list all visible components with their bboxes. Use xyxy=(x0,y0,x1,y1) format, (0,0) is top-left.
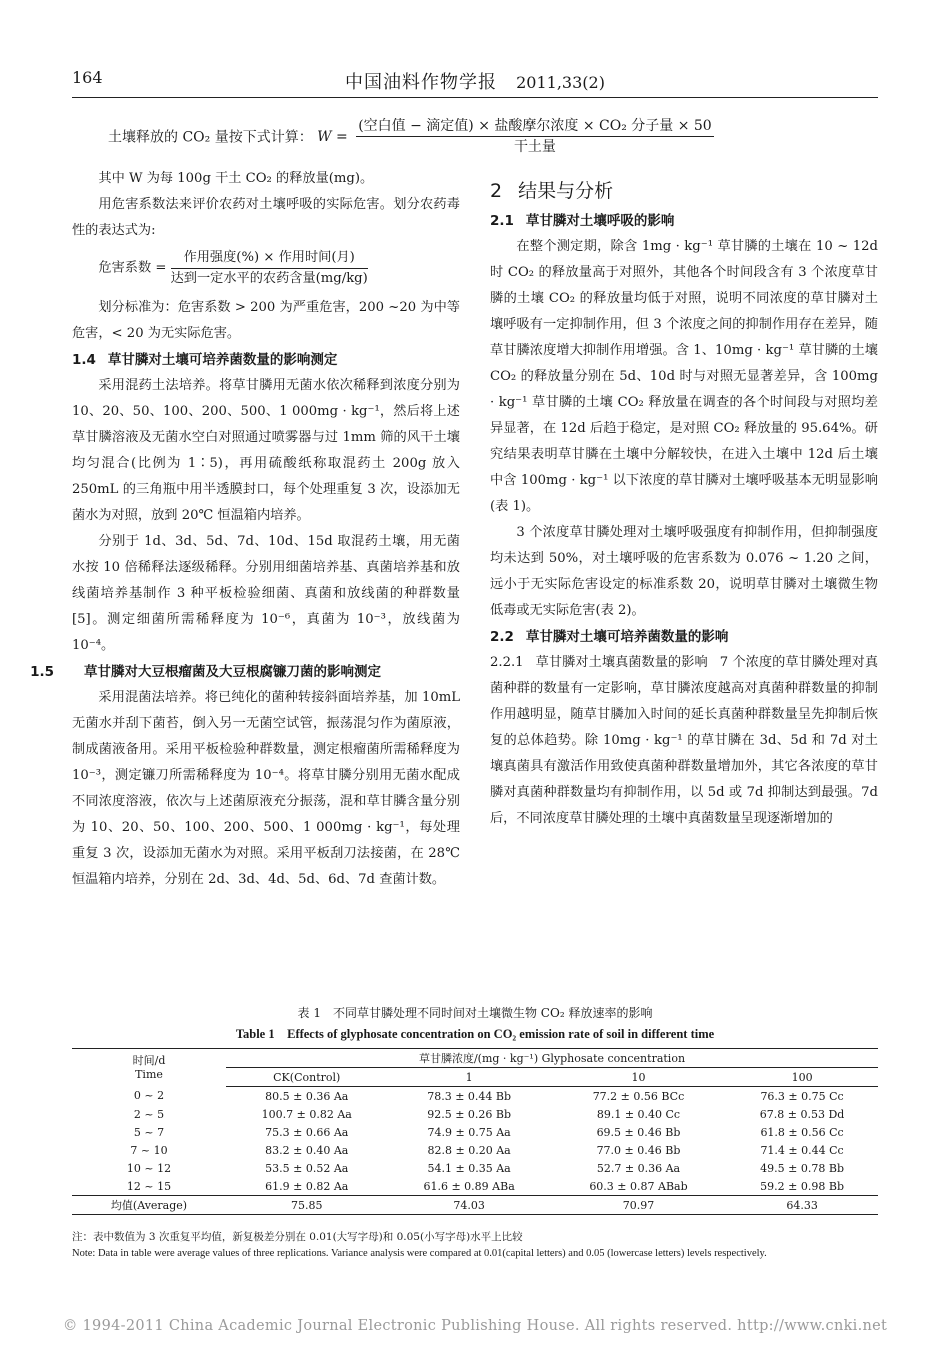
table-cell-c100: 67.8 ± 0.53 Dd xyxy=(759,1107,845,1121)
journal-volume: 2011,33(2) xyxy=(516,73,605,92)
section-1-4-number: 1.4 xyxy=(72,352,96,368)
section-2-2-number: 2.2 xyxy=(490,629,514,645)
table-cell-average-c1: 74.03 xyxy=(387,1196,550,1215)
table-cell-c1: 92.5 ± 0.26 Bb xyxy=(427,1107,512,1121)
table-cell-c1: 61.6 ± 0.89 ABa xyxy=(423,1179,515,1193)
section-2-2-1-number: 2.2.1 xyxy=(490,655,524,670)
table1-note-cn: 注：表中数值为 3 次重复平均值，新复极差分别在 0.01(大写字母)和 0.05(小写字母)水平上比较 xyxy=(72,1231,523,1243)
table1-header-time xyxy=(72,1049,226,1087)
table-cell-average-ck: 75.85 xyxy=(226,1196,387,1215)
table-cell-c10: 60.3 ± 0.87 ABab xyxy=(589,1179,688,1193)
table-cell-time: 10 ~ 12 xyxy=(126,1161,172,1175)
table-cell-average-c10: 70.97 xyxy=(551,1196,726,1215)
right-column xyxy=(490,174,878,832)
table-cell-time: 12 ~ 15 xyxy=(126,1179,172,1193)
table1-col-100: 100 xyxy=(726,1068,878,1087)
co2-numerator: (空白值 − 滴定值) × 盐酸摩尔浓度 × CO₂ 分子量 × 50 xyxy=(356,116,714,137)
table-cell-ck: 80.5 ± 0.36 Aa xyxy=(265,1089,349,1103)
table-row xyxy=(72,1159,878,1177)
co2-formula-lhs: W = xyxy=(317,128,348,145)
section-1-5-title: 草甘膦对大豆根瘤菌及大豆根腐镰刀菌的影响测定 xyxy=(84,664,381,680)
table-cell-ck: 100.7 ± 0.82 Aa xyxy=(261,1107,352,1121)
section-2-title: 结果与分析 xyxy=(518,180,614,202)
section-2-2-heading xyxy=(490,624,878,650)
table-cell-c10: 52.7 ± 0.36 Aa xyxy=(596,1161,681,1175)
table1-note-en: Note: Data in table were average values of three replications. Variance analysis were compared at 0.01(capital letters) and 0.05 (lowercase letters) levels respectively. xyxy=(72,1248,767,1259)
table1 xyxy=(72,1048,878,1215)
co2-denominator: 干土量 xyxy=(513,139,556,155)
paragraph-1-4-a: 采用混药土法培养。将草甘膦用无菌水依次稀释到浓度分别为 10、20、50、100、200、500、1 000mg · kg⁻¹，然后将上述草甘膦溶液及无菌水空白对照通过喷雾器与过 1mm 筛的风干土壤均匀混合(比例为 1∶5)，再用硫酸纸称取混药土 200g 放入 250mL 的三角瓶中用半透膜封口，每个处理重复 3 次，设添加无菌水为对照，放到 20℃ 恒温箱内培养。 xyxy=(72,378,460,523)
co2-formula-lead: 土壤释放的 CO₂ 量按下式计算： xyxy=(108,129,313,146)
table-row xyxy=(72,1087,878,1106)
paragraph-2-2-1-text: 7 个浓度的草甘膦处理对真菌种群的数量有一定影响，草甘膦浓度越高对真菌种群数量的抑制作用越明显，随草甘膦加入时间的延长真菌种群数量呈先抑制后恢复的总体趋势。除 10mg · kg⁻¹ 的草甘膦在 3d、5d 和 7d 对土壤真菌具有激活作用致使真菌种群数量增加外，其它各浓度的草甘膦对真菌种群数量均有抑制作用，以 5d 或 7d 抑制达到最强。7d 后，不同浓度草甘膦处理的土壤中真菌数量呈现逐渐增加的 xyxy=(490,655,879,826)
table-cell-c100: 49.5 ± 0.78 Bb xyxy=(760,1161,844,1175)
table-cell-c100: 71.4 ± 0.44 Cc xyxy=(760,1143,844,1157)
table-row xyxy=(72,1141,878,1159)
paragraph-hazard-intro: 用危害系数法来评价农药对土壤呼吸的实际危害。划分农药毒性的表达式为: xyxy=(72,197,460,238)
table1-col-ck: CK(Control) xyxy=(226,1068,387,1087)
hazard-fraction xyxy=(171,248,368,289)
left-column xyxy=(30,166,460,893)
section-2-number: 2 xyxy=(490,180,503,202)
table-cell-ck: 53.5 ± 0.52 Aa xyxy=(265,1161,349,1175)
table-cell-c10: 77.0 ± 0.46 Bb xyxy=(596,1143,681,1157)
table-cell-c1: 54.1 ± 0.35 Aa xyxy=(427,1161,511,1175)
table-cell-time: 7 ~ 10 xyxy=(130,1143,168,1157)
paragraph-2-2-1 xyxy=(490,650,878,832)
table-cell-c10: 77.2 ± 0.56 BCc xyxy=(592,1089,685,1103)
table-cell-ck: 75.3 ± 0.66 Aa xyxy=(265,1125,349,1139)
table1-header-group: 草甘膦浓度/(mg · kg⁻¹) Glyphosate concentration xyxy=(226,1049,878,1068)
table1-col-10: 10 xyxy=(551,1068,726,1087)
running-head xyxy=(0,68,950,94)
section-1-4-title: 草甘膦对土壤可培养菌数量的影响测定 xyxy=(107,352,338,368)
table-row xyxy=(72,1105,878,1123)
table-cell-time: 2 ~ 5 xyxy=(133,1107,165,1121)
section-2-1-number: 2.1 xyxy=(490,213,514,229)
table-cell-c10: 89.1 ± 0.40 Cc xyxy=(596,1107,681,1121)
co2-formula xyxy=(108,116,714,157)
section-2-1-heading xyxy=(490,208,878,234)
table-cell-ck: 83.2 ± 0.40 Aa xyxy=(265,1143,349,1157)
table-cell-c10: 69.5 ± 0.46 Bb xyxy=(596,1125,681,1139)
section-1-5-heading: 1.5 草甘膦对大豆根瘤菌及大豆根腐镰刀菌的影响测定 xyxy=(30,664,381,680)
hazard-numerator: 作用强度(%) × 作用时间(月) xyxy=(171,248,368,269)
table1-header-time-en: Time xyxy=(135,1067,163,1081)
table-row xyxy=(72,1177,878,1196)
table-cell-c100: 61.8 ± 0.56 Cc xyxy=(760,1125,844,1139)
table1-col-1: 1 xyxy=(387,1068,550,1087)
table-cell-ck: 61.9 ± 0.82 Aa xyxy=(265,1179,349,1193)
section-1-4-heading xyxy=(72,347,460,373)
co2-fraction xyxy=(356,116,714,157)
table-cell-time: 5 ~ 7 xyxy=(133,1125,165,1139)
paragraph-2-1-b: 3 个浓度草甘膦处理对土壤呼吸强度有抑制作用，但抑制强度均未达到 50%，对土壤呼吸的危害系数为 0.076 ~ 1.20 之间，远小于无实际危害设定的标准系数 20，说明草甘膦对土壤微生物低毒或无实际危害(表 2)。 xyxy=(490,525,878,618)
table1-caption-en: Table 1 Effects of glyphosate concentration on CO₂ emission rate of soil in different time xyxy=(235,1027,715,1041)
table-cell-c100: 59.2 ± 0.98 Bb xyxy=(760,1179,844,1193)
table-row-average xyxy=(72,1196,878,1215)
table-cell-time: 0 ~ 2 xyxy=(133,1089,165,1103)
table-cell-average-c100: 64.33 xyxy=(726,1196,878,1215)
table-cell-c1: 74.9 ± 0.75 Aa xyxy=(427,1125,511,1139)
table-cell-c100: 76.3 ± 0.75 Cc xyxy=(760,1089,844,1103)
header-rule xyxy=(72,97,878,98)
table1-caption-cn: 表 1 不同草甘膦处理不同时间对土壤微生物 CO₂ 释放速率的影响 xyxy=(297,1006,653,1020)
table-row xyxy=(72,1123,878,1141)
table1-header-time-cn: 时间/d xyxy=(132,1053,166,1067)
hazard-formula xyxy=(72,248,460,289)
section-2-2-1-title: 草甘膦对土壤真菌数量的影响 xyxy=(535,655,708,670)
section-2-1-title: 草甘膦对土壤呼吸的影响 xyxy=(525,213,675,229)
section-2-heading xyxy=(490,174,878,208)
table-cell-c1: 82.8 ± 0.20 Aa xyxy=(427,1143,511,1157)
copyright-footer: © 1994-2011 China Academic Journal Electronic Publishing House. All rights reserved. http://www.cnki.net xyxy=(62,1318,888,1334)
paragraph-1-4-b: 分别于 1d、3d、5d、7d、10d、15d 取混药土壤，用无菌水按 10 倍稀释法逐级稀释。分别用细菌培养基、真菌培养基和放线菌培养基制作 3 种平板检验细菌、真菌和放线菌的种群数量[5]。测定细菌所需稀释度为 10⁻⁶，真菌为 10⁻³，放线菌为 10⁻⁴。 xyxy=(72,534,460,653)
paragraph-standard: 划分标准为：危害系数 > 200 为严重危害，200 ~20 为中等危害，< 20 为无实际危害。 xyxy=(72,300,460,341)
page-number: 164 xyxy=(72,68,103,87)
paragraph-1-5: 采用混菌法培养。将已纯化的菌种转接斜面培养基，加 10mL 无菌水并刮下菌苔，倒入另一无菌空试管，振荡混匀作为菌原液，制成菌液备用。采用平板检验种群数量，测定根瘤菌所需稀释度为 10⁻³，测定镰刀所需稀释度为 10⁻⁴。将草甘膦分别用无菌水配成不同浓度溶液，依次与上述菌原液充分振荡，混和草甘膦含量分别为 10、20、50、100、200、500、1 000mg · kg⁻¹，每处理重复 3 次，设添加无菌水为对照。采用平板刮刀法接菌，在 28℃ 恒温箱内培养，分别在 2d、3d、4d、5d、6d、7d 查菌计数。 xyxy=(72,690,460,887)
paragraph-2-1-a: 在整个测定期，除含 1mg · kg⁻¹ 草甘膦的土壤在 10 ~ 12d 时 CO₂ 的释放量高于对照外，其他各个时间段含有 3 个浓度草甘膦的土壤 CO₂ 的释放量均低于对照，说明不同浓度的草甘膦对土壤呼吸有一定抑制作用，但 3 个浓度之间的抑制作用存在差异，随草甘膦浓度增大抑制作用增强。含 1、10mg · kg⁻¹ 草甘膦的土壤 CO₂ 的释放量分别在 5d、10d 时与对照无显著差异，含 100mg · kg⁻¹ 草甘膦的土壤 CO₂ 释放量在调查的各个时间段与对照均差异显著，在 12d 后趋于稳定，是对照 CO₂ 释放量的 95.64%。研究结果表明草甘膦在土壤中分解较快，在进入土壤中 12d 后土壤中含 100mg · kg⁻¹ 以下浓度的草甘膦对土壤呼吸基本无明显影响(表 1)。 xyxy=(490,239,878,514)
paragraph-w-definition: 其中 W 为每 100g 干土 CO₂ 的释放量(mg)。 xyxy=(98,171,374,186)
journal-title: 中国油料作物学报 xyxy=(345,72,498,93)
hazard-lhs: 危害系数 = xyxy=(98,260,167,276)
table-cell-c1: 78.3 ± 0.44 Bb xyxy=(427,1089,512,1103)
hazard-denominator: 达到一定水平的农药含量(mg/kg) xyxy=(170,271,368,286)
section-2-2-title: 草甘膦对土壤可培养菌数量的影响 xyxy=(525,629,729,645)
table-cell-average-label: 均值(Average) xyxy=(72,1196,226,1215)
